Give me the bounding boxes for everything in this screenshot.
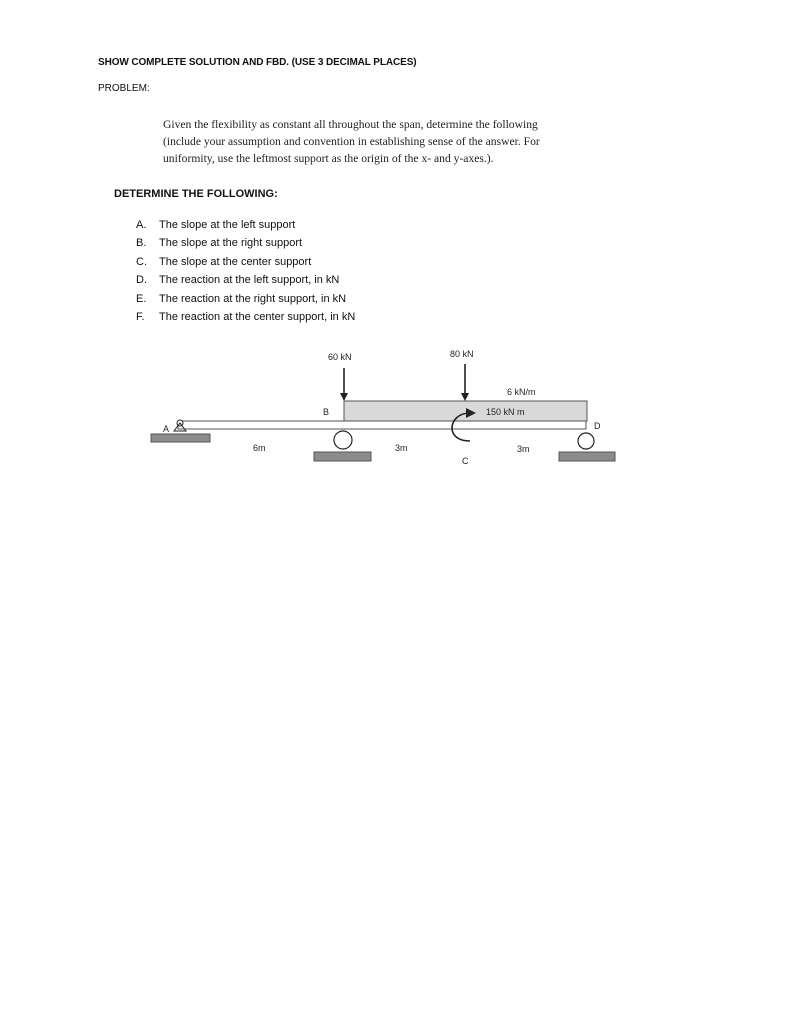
list-item (136, 253, 355, 271)
item-letter: C. (136, 255, 147, 268)
problem-label: PROBLEM: (98, 83, 150, 94)
list-item (136, 271, 355, 289)
label-c: C (462, 456, 469, 466)
problem-line: (include your assumption and convention in establishing sense of the answer. For (163, 135, 540, 148)
item-letter: E. (136, 292, 147, 305)
item-letter: F. (136, 310, 145, 323)
list-item (136, 290, 355, 308)
problem-line: uniformity, use the leftmost support as the origin of the x- and y-axes.). (163, 152, 494, 165)
support-b-icon (314, 431, 371, 461)
label-d: D (594, 421, 601, 431)
beam-diagram (140, 340, 640, 475)
list-item (136, 308, 355, 326)
item-text: The reaction at the left support, in kN (159, 274, 340, 287)
item-text: The slope at the center support (159, 255, 312, 268)
item-text: The slope at the left support (159, 219, 296, 231)
item-letter: B. (136, 237, 147, 250)
span-bc-label: 3m (395, 443, 408, 453)
item-text: The slope at the right support (159, 237, 303, 250)
distributed-load-block (344, 401, 587, 421)
item-letter: D. (136, 274, 147, 287)
item-text: The reaction at the center support, in kN (159, 310, 356, 323)
distributed-load-label: 6 kN/m (507, 387, 536, 397)
problem-statement (163, 116, 623, 167)
list-item (136, 216, 355, 234)
point-load-b-label: 60 kN (328, 352, 352, 362)
problem-line: Given the flexibility as constant all throughout the span, determine the following (163, 118, 538, 131)
item-letter: A. (136, 219, 147, 231)
list-item (136, 234, 355, 252)
beam (178, 421, 586, 429)
requirements-list (136, 216, 355, 326)
moment-label: 150 kN m (486, 407, 525, 417)
span-cd-label: 3m (517, 444, 530, 454)
label-a: A (163, 424, 170, 434)
item-text: The reaction at the right support, in kN (159, 292, 347, 305)
span-ab-label: 6m (253, 443, 266, 453)
support-d-icon (559, 433, 615, 461)
determine-heading: DETERMINE THE FOLLOWING: (114, 188, 278, 200)
point-load-c-label: 80 kN (450, 349, 474, 359)
page-heading: SHOW COMPLETE SOLUTION AND FBD. (USE 3 DECIMAL PLACES) (98, 57, 417, 68)
label-b: B (323, 407, 330, 417)
